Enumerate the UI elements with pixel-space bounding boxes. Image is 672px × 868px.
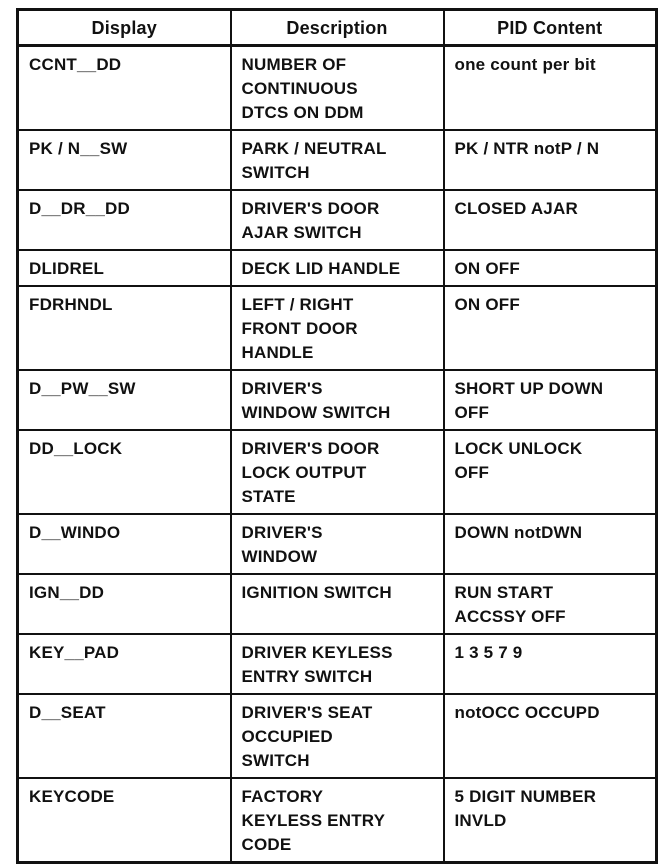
display-text: CCNT__DD: [29, 55, 122, 74]
description-line: STATE: [241, 487, 296, 506]
table-row: [18, 634, 657, 694]
table-row: [18, 694, 657, 778]
display-cell: [18, 250, 231, 286]
description-line: IGNITION SWITCH: [241, 583, 392, 602]
description-line: SWITCH: [241, 163, 310, 182]
description-cell: [231, 250, 444, 286]
description-line: FRONT DOOR: [241, 319, 358, 338]
pid-content-line: OFF: [454, 463, 490, 482]
description-line: DECK LID HANDLE: [241, 259, 401, 278]
table-row: [18, 370, 657, 430]
pid-content-line: LOCK UNLOCK: [454, 439, 583, 458]
description-line: WINDOW: [241, 547, 318, 566]
display-cell: [18, 694, 231, 778]
pid-content-cell: [444, 250, 657, 286]
description-line: DRIVER'S: [241, 523, 323, 542]
table-row: [18, 514, 657, 574]
table-row: [18, 190, 657, 250]
description-cell: [231, 370, 444, 430]
display-cell: [18, 190, 231, 250]
description-line: DTCS ON DDM: [241, 103, 364, 122]
pid-content-line: 5 DIGIT NUMBER: [454, 787, 597, 806]
description-cell: [231, 46, 444, 131]
description-line: CODE: [241, 835, 292, 854]
description-line: KEYLESS ENTRY: [241, 811, 386, 830]
table-row: [18, 778, 657, 863]
display-cell: [18, 370, 231, 430]
header-row: [18, 10, 657, 46]
table-row: [18, 574, 657, 634]
description-line: LOCK OUTPUT: [241, 463, 367, 482]
table-row: [18, 250, 657, 286]
pid-content-line: RUN START: [454, 583, 554, 602]
description-line: ENTRY SWITCH: [241, 667, 373, 686]
description-line: HANDLE: [241, 343, 314, 362]
description-line: CONTINUOUS: [241, 79, 358, 98]
display-text: KEYCODE: [29, 787, 115, 806]
pid-content-line: ACCSSY OFF: [454, 607, 566, 626]
pid-content-line: one count per bit: [454, 55, 596, 74]
pid-content-cell: [444, 130, 657, 190]
pid-content-line: PK / NTR notP / N: [454, 139, 600, 158]
display-text: D__DR__DD: [29, 199, 131, 218]
description-line: LEFT / RIGHT: [241, 295, 354, 314]
description-cell: [231, 694, 444, 778]
table-row: [18, 430, 657, 514]
description-cell: [231, 430, 444, 514]
pid-content-line: OFF: [454, 403, 490, 422]
column-header-description: Description: [231, 10, 444, 46]
pid-content-cell: [444, 514, 657, 574]
pid-content-cell: [444, 634, 657, 694]
description-cell: [231, 778, 444, 863]
pid-content-line: ON OFF: [454, 259, 520, 278]
display-text: KEY__PAD: [29, 643, 120, 662]
pid-content-line: CLOSED AJAR: [454, 199, 578, 218]
pid-content-line: 1 3 5 7 9: [454, 643, 523, 662]
display-text: PK / N__SW: [29, 139, 128, 158]
pid-content-cell: [444, 574, 657, 634]
display-text: DD__LOCK: [29, 439, 123, 458]
column-header-pid-content: PID Content: [444, 10, 657, 46]
pid-content-cell: [444, 190, 657, 250]
display-cell: [18, 574, 231, 634]
display-cell: [18, 778, 231, 863]
description-line: DRIVER'S DOOR: [241, 199, 380, 218]
column-header-display: Display: [18, 10, 231, 46]
pid-content-line: INVLD: [454, 811, 507, 830]
description-cell: [231, 574, 444, 634]
display-cell: [18, 634, 231, 694]
display-text: D__WINDO: [29, 523, 121, 542]
description-line: DRIVER'S DOOR: [241, 439, 380, 458]
table-body: [18, 46, 657, 863]
pid-content-cell: [444, 286, 657, 370]
description-line: AJAR SWITCH: [241, 223, 362, 242]
pid-content-line: ON OFF: [454, 295, 520, 314]
description-cell: [231, 634, 444, 694]
description-cell: [231, 286, 444, 370]
display-cell: [18, 514, 231, 574]
display-text: D__PW__SW: [29, 379, 136, 398]
display-cell: [18, 286, 231, 370]
pid-content-cell: [444, 430, 657, 514]
pid-content-line: SHORT UP DOWN: [454, 379, 604, 398]
description-cell: [231, 514, 444, 574]
pid-content-line: notOCC OCCUPD: [454, 703, 600, 722]
description-line: NUMBER OF: [241, 55, 347, 74]
description-line: SWITCH: [241, 751, 310, 770]
table-row: [18, 130, 657, 190]
description-cell: [231, 130, 444, 190]
table-row: [18, 286, 657, 370]
display-text: DLIDREL: [29, 259, 105, 278]
display-cell: [18, 430, 231, 514]
description-line: PARK / NEUTRAL: [241, 139, 387, 158]
pid-content-cell: [444, 778, 657, 863]
description-cell: [231, 190, 444, 250]
description-line: DRIVER'S: [241, 379, 323, 398]
display-cell: [18, 46, 231, 131]
display-text: D__SEAT: [29, 703, 106, 722]
pid-content-cell: [444, 46, 657, 131]
table-row: [18, 46, 657, 131]
description-line: DRIVER'S SEAT: [241, 703, 373, 722]
description-line: DRIVER KEYLESS: [241, 643, 393, 662]
display-text: FDRHNDL: [29, 295, 113, 314]
display-text: IGN__DD: [29, 583, 105, 602]
description-line: OCCUPIED: [241, 727, 333, 746]
pid-table: [16, 8, 658, 864]
pid-content-line: DOWN notDWN: [454, 523, 583, 542]
display-cell: [18, 130, 231, 190]
pid-content-cell: [444, 370, 657, 430]
description-line: FACTORY: [241, 787, 324, 806]
description-line: WINDOW SWITCH: [241, 403, 391, 422]
pid-content-cell: [444, 694, 657, 778]
